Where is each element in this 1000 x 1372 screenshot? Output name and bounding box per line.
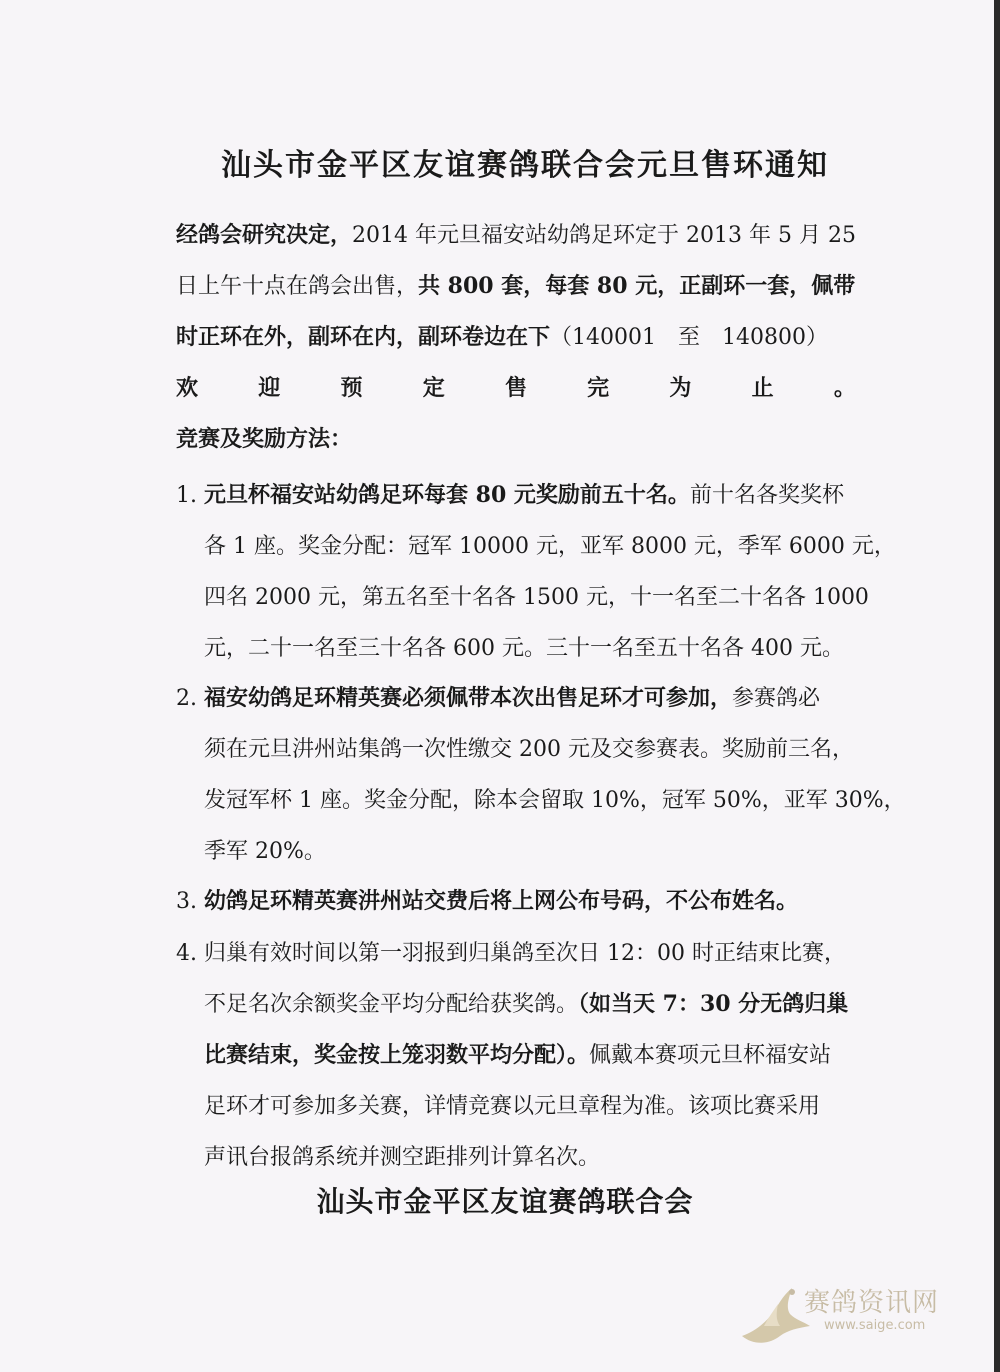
rule-number: 1. — [176, 483, 197, 508]
intro-line-4-char: 售 — [504, 375, 527, 401]
rule-item-1 — [176, 470, 896, 674]
site-watermark — [734, 1274, 954, 1354]
intro-line-4-char: 完 — [587, 375, 610, 401]
pigeon-logo-icon — [734, 1274, 814, 1352]
intro-line-1-text: 2014 年元旦福安站幼鸽足环定于 2013 年 5 月 25 — [352, 223, 856, 248]
intro-line-4-char: 迎 — [258, 375, 281, 401]
rule-2-line-2: 须在元旦汫州站集鸽一次性缴交 200 元及交参赛表。奖励前三名， — [204, 737, 854, 762]
rule-1-line-4: 元，二十一名至三十名各 600 元。三十一名至五十名各 400 元。 — [204, 636, 844, 661]
rule-item-4 — [176, 928, 866, 1183]
rule-number: 3. — [176, 889, 197, 914]
intro-line-4-char: 。 — [833, 375, 856, 401]
intro-line-2-text: 日上午十点在鸽会出售， — [176, 274, 419, 299]
intro-line-4-char: 为 — [669, 375, 692, 401]
intro-line-2 — [176, 261, 856, 312]
rule-1-text: 前十名各奖奖杯 — [689, 483, 844, 508]
intro-line-3-text: 时正环在外，副环在内，副环卷边在下 — [176, 324, 551, 350]
rule-2-line-4: 季军 20%。 — [204, 839, 326, 864]
intro-line-1 — [176, 210, 856, 261]
rule-4-line-5: 声讯台报鸽系统并测空距排列计算名次。 — [204, 1145, 601, 1170]
watermark-site-name: 赛鸽资讯网 — [804, 1288, 940, 1318]
rule-2-bold: 福安幼鸽足环精英赛必须佩带本次出售足环才可参加， — [204, 685, 733, 711]
rule-1-line-3: 四名 2000 元，第五名至十名各 1500 元，十一名至二十名各 1000 — [204, 585, 869, 610]
rule-number: 4. — [176, 941, 197, 966]
watermark-url: www.saige.com — [824, 1318, 926, 1333]
intro-line-4-char: 止 — [751, 375, 774, 401]
rule-item-3 — [176, 876, 866, 927]
rule-2-line-3: 发冠军杯 1 座。奖金分配，除本会留取 10%，冠军 50%，亚军 30%， — [204, 788, 906, 813]
rule-4-line-2-bold: （如当天 7：30 分无鸽归巢 — [578, 991, 849, 1017]
rule-4-line-3-text: 佩戴本赛项元旦杯福安站 — [589, 1043, 832, 1068]
intro-line-4-char: 预 — [340, 375, 363, 401]
rule-3-text: 幼鸽足环精英赛汫州站交费后将上网公布号码，不公布姓名。 — [204, 888, 799, 914]
intro-paragraph — [176, 210, 856, 414]
ring-number-range: （140001 至 140800） — [550, 325, 828, 350]
issuer-signature: 汕头市金平区友谊赛鸽联合会 — [316, 1185, 694, 1218]
rule-4-line-3-bold: 比赛结束，奖金按上笼羽数平均分配）。 — [204, 1042, 590, 1068]
rule-2-text: 参赛鸽必 — [732, 686, 821, 711]
rule-4-line-1: 归巢有效时间以第一羽报到归巢鸽至次日 12：00 时正结束比赛， — [204, 941, 846, 966]
intro-line-3 — [176, 312, 856, 363]
section-heading: 竞赛及奖励方法： — [176, 426, 353, 452]
rule-1-bold: 元旦杯福安站幼鸽足环每套 80 元奖励前五十名。 — [204, 482, 690, 508]
notice-title: 汕头市金平区友谊赛鸽联合会元旦售环通知 — [221, 148, 829, 183]
intro-line-4 — [176, 363, 856, 414]
rule-4-line-4: 足环才可参加多关赛，详情竞赛以元旦章程为准。该项比赛采用 — [204, 1094, 821, 1119]
intro-lead: 经鸽会研究决定， — [176, 222, 353, 248]
rule-number: 2. — [176, 686, 197, 711]
rule-1-line-2: 各 1 座。奖金分配：冠军 10000 元，亚军 8000 元，季军 6000 元， — [204, 534, 896, 559]
intro-line-4-char: 欢 — [176, 375, 199, 401]
rule-item-2 — [176, 673, 906, 877]
rule-4-line-2-text: 不足名次余额奖金平均分配给获奖鸽。 — [204, 992, 579, 1017]
intro-line-2-bold: 共 800 套，每套 80 元，正副环一套，佩带 — [418, 273, 856, 299]
intro-line-4-char: 定 — [422, 375, 445, 401]
